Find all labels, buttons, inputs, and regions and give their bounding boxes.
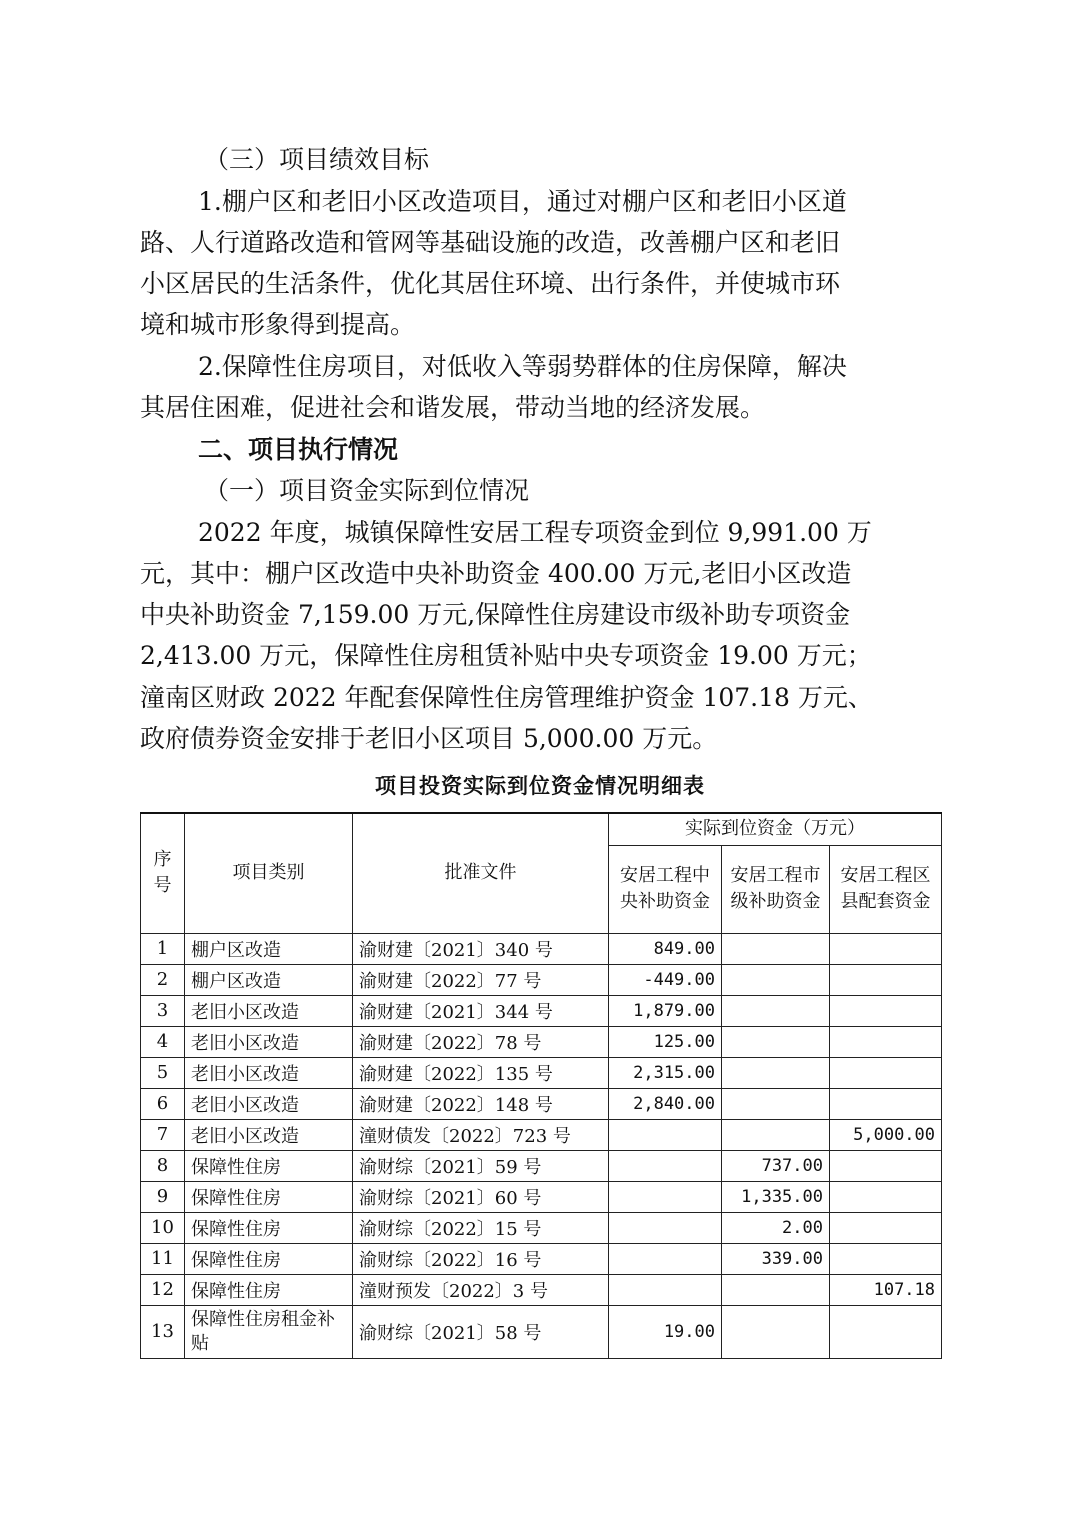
cell-approval-doc: 潼财债发〔2022〕723 号	[353, 1119, 609, 1150]
cell-approval-doc: 渝财综〔2021〕59 号	[353, 1150, 609, 1181]
body-text	[140, 140, 940, 760]
cell-category: 保障性住房	[185, 1243, 353, 1274]
paragraph-1-line-3: 小区居民的生活条件，优化其居住环境、出行条件，并使城市环	[140, 269, 841, 298]
paragraph-3-line-4: 2,413.00 万元，保障性住房租赁补贴中央专项资金 19.00 万元；	[140, 641, 872, 670]
cell-category: 老旧小区改造	[185, 995, 353, 1026]
cell-county-matching: 107.18	[830, 1274, 942, 1305]
cell-approval-doc: 潼财预发〔2022〕3 号	[353, 1274, 609, 1305]
cell-city-subsidy: 737.00	[722, 1150, 830, 1181]
cell-city-subsidy	[722, 1057, 830, 1088]
cell-city-subsidy	[722, 1274, 830, 1305]
table-row	[141, 933, 942, 964]
paragraph-2-line-2: 其居住困难，促进社会和谐发展，带动当地的经济发展。	[140, 393, 766, 422]
cell-county-matching	[830, 1026, 942, 1057]
cell-city-subsidy	[722, 1026, 830, 1057]
funds-detail-table	[140, 812, 942, 1359]
cell-central-subsidy	[609, 1243, 722, 1274]
cell-seq: 9	[141, 1181, 185, 1212]
cell-city-subsidy: 339.00	[722, 1243, 830, 1274]
paragraph-3-line-6: 政府债券资金安排于老旧小区项目 5,000.00 万元。	[140, 724, 718, 753]
cell-seq: 3	[141, 995, 185, 1026]
cell-central-subsidy	[609, 1150, 722, 1181]
section-heading-funds-in-place: （一）项目资金实际到位情况	[204, 476, 530, 505]
cell-seq: 4	[141, 1026, 185, 1057]
header-approval-doc: 批准文件	[353, 813, 609, 933]
paragraph-3-line-1: 2022 年度，城镇保障性安居工程专项资金到位 9,991.00 万	[198, 518, 872, 547]
cell-seq: 5	[141, 1057, 185, 1088]
cell-central-subsidy: 125.00	[609, 1026, 722, 1057]
cell-central-subsidy: 2,840.00	[609, 1088, 722, 1119]
header-county-matching: 安居工程区县配套资金	[830, 845, 942, 933]
cell-category: 老旧小区改造	[185, 1026, 353, 1057]
cell-approval-doc: 渝财建〔2022〕148 号	[353, 1088, 609, 1119]
cell-central-subsidy	[609, 1212, 722, 1243]
section-heading-performance-goals: （三）项目绩效目标	[204, 145, 430, 174]
header-seq: 序号	[141, 813, 185, 933]
cell-city-subsidy	[722, 995, 830, 1026]
cell-approval-doc: 渝财综〔2021〕60 号	[353, 1181, 609, 1212]
cell-category: 保障性住房	[185, 1274, 353, 1305]
table-title: 项目投资实际到位资金情况明细表	[375, 774, 705, 798]
cell-approval-doc: 渝财建〔2022〕77 号	[353, 964, 609, 995]
table-row	[141, 1305, 942, 1358]
cell-county-matching	[830, 1150, 942, 1181]
cell-city-subsidy: 1,335.00	[722, 1181, 830, 1212]
cell-central-subsidy	[609, 1119, 722, 1150]
cell-city-subsidy	[722, 933, 830, 964]
cell-county-matching	[830, 1181, 942, 1212]
header-funds-group: 实际到位资金（万元）	[609, 813, 942, 845]
header-central-subsidy: 安居工程中央补助资金	[609, 845, 722, 933]
paragraph-2-line-1: 2.保障性住房项目，对低收入等弱势群体的住房保障，解决	[198, 352, 847, 381]
cell-city-subsidy	[722, 1119, 830, 1150]
cell-category: 保障性住房	[185, 1150, 353, 1181]
cell-approval-doc: 渝财建〔2022〕135 号	[353, 1057, 609, 1088]
cell-central-subsidy: 19.00	[609, 1305, 722, 1358]
cell-seq: 1	[141, 933, 185, 964]
cell-seq: 13	[141, 1305, 185, 1358]
cell-central-subsidy: 1,879.00	[609, 995, 722, 1026]
table-row	[141, 1212, 942, 1243]
cell-seq: 2	[141, 964, 185, 995]
cell-county-matching	[830, 995, 942, 1026]
cell-approval-doc: 渝财综〔2022〕16 号	[353, 1243, 609, 1274]
table-row	[141, 1243, 942, 1274]
cell-city-subsidy	[722, 1305, 830, 1358]
cell-central-subsidy	[609, 1181, 722, 1212]
table-row	[141, 1119, 942, 1150]
cell-approval-doc: 渝财建〔2022〕78 号	[353, 1026, 609, 1057]
cell-seq: 6	[141, 1088, 185, 1119]
cell-seq: 7	[141, 1119, 185, 1150]
table-row	[141, 1088, 942, 1119]
cell-category: 老旧小区改造	[185, 1057, 353, 1088]
cell-category: 保障性住房租金补贴	[185, 1305, 353, 1358]
paragraph-3-line-5: 潼南区财政 2022 年配套保障性住房管理维护资金 107.18 万元、	[140, 683, 873, 712]
cell-county-matching	[830, 1243, 942, 1274]
cell-county-matching	[830, 1212, 942, 1243]
cell-seq: 8	[141, 1150, 185, 1181]
cell-county-matching	[830, 1305, 942, 1358]
cell-category: 棚户区改造	[185, 964, 353, 995]
table-row	[141, 1150, 942, 1181]
header-category: 项目类别	[185, 813, 353, 933]
table-row	[141, 964, 942, 995]
paragraph-1-line-1: 1.棚户区和老旧小区改造项目，通过对棚户区和老旧小区道	[198, 187, 847, 216]
cell-seq: 12	[141, 1274, 185, 1305]
cell-approval-doc: 渝财建〔2021〕340 号	[353, 933, 609, 964]
table-row	[141, 1026, 942, 1057]
cell-seq: 11	[141, 1243, 185, 1274]
table-row	[141, 1181, 942, 1212]
paragraph-1-line-4: 境和城市形象得到提高。	[140, 310, 416, 339]
header-city-subsidy: 安居工程市级补助资金	[722, 845, 830, 933]
table-row	[141, 1274, 942, 1305]
cell-city-subsidy	[722, 964, 830, 995]
cell-category: 保障性住房	[185, 1181, 353, 1212]
cell-city-subsidy: 2.00	[722, 1212, 830, 1243]
cell-approval-doc: 渝财综〔2022〕15 号	[353, 1212, 609, 1243]
table-row	[141, 1057, 942, 1088]
cell-central-subsidy: 2,315.00	[609, 1057, 722, 1088]
table-row	[141, 995, 942, 1026]
cell-central-subsidy: -449.00	[609, 964, 722, 995]
cell-county-matching	[830, 964, 942, 995]
cell-county-matching	[830, 1088, 942, 1119]
cell-category: 保障性住房	[185, 1212, 353, 1243]
paragraph-3-line-3: 中央补助资金 7,159.00 万元,保障性住房建设市级补助专项资金	[140, 600, 851, 629]
paragraph-1-line-2: 路、人行道路改造和管网等基础设施的改造，改善棚户区和老旧	[140, 228, 841, 257]
cell-county-matching	[830, 1057, 942, 1088]
cell-county-matching	[830, 933, 942, 964]
cell-central-subsidy	[609, 1274, 722, 1305]
cell-category: 老旧小区改造	[185, 1088, 353, 1119]
cell-city-subsidy	[722, 1088, 830, 1119]
cell-category: 棚户区改造	[185, 933, 353, 964]
paragraph-3-line-2: 元，其中：棚户区改造中央补助资金 400.00 万元,老旧小区改造	[140, 559, 852, 588]
cell-county-matching: 5,000.00	[830, 1119, 942, 1150]
cell-seq: 10	[141, 1212, 185, 1243]
cell-approval-doc: 渝财建〔2021〕344 号	[353, 995, 609, 1026]
chapter-heading-execution: 二、项目执行情况	[198, 435, 399, 464]
cell-approval-doc: 渝财综〔2021〕58 号	[353, 1305, 609, 1358]
cell-central-subsidy: 849.00	[609, 933, 722, 964]
cell-category: 老旧小区改造	[185, 1119, 353, 1150]
